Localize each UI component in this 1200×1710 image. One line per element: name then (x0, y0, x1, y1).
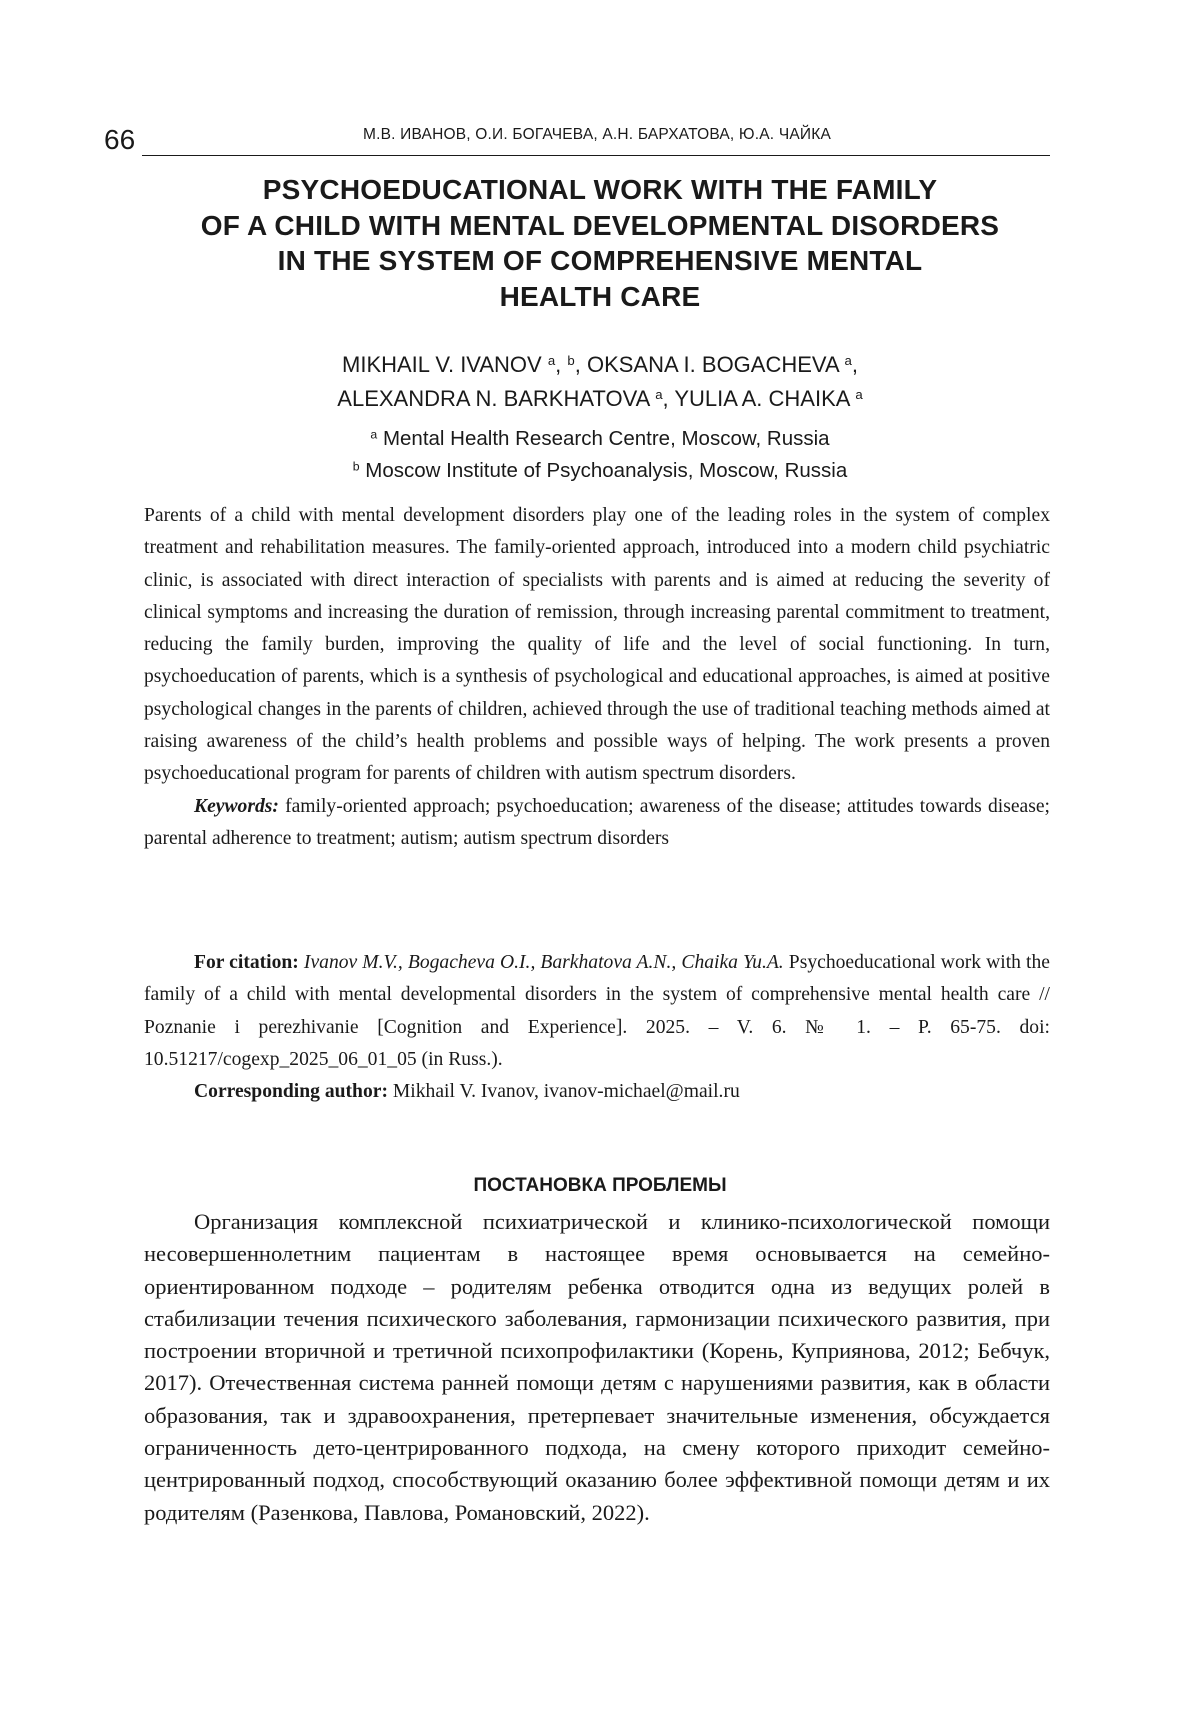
header-rule (142, 155, 1050, 156)
affiliation-text: Mental Health Research Centre, Moscow, Russia (377, 427, 830, 450)
citation-block (144, 947, 1050, 1108)
page-number: 66 (104, 124, 136, 155)
author-name: MIKHAIL V. IVANOV (342, 352, 548, 377)
affiliation-mark: a (547, 352, 556, 368)
abstract-text: Parents of a child with mental development disorders play one of the leading roles in the system of complex treatment and rehabilitation measures. The family-oriented approach, introduced into a modern child psychiatric clinic, is associated with direct interaction of specialists with parents and is aimed at reducing the severity of clinical symptoms and increasing the duration of remission, through increasing parental commitment to treatment, reducing the family burden, improving the quality of life and the level of social functioning. In turn, psychoeducation of parents, which is a synthesis of psychological and educational approaches, is aimed at positive psychological changes in the parents of children, achieved through the use of traditional teaching methods aimed at raising awareness of the child’s health problems and possible ways of helping. The work presents a proven psychoeducational program for parents of children with autism spectrum disorders. (144, 505, 1050, 785)
affiliation (104, 455, 1096, 487)
title-line: IN THE SYSTEM OF COMPREHENSIVE MENTAL (277, 245, 923, 276)
citation-label: For citation: (194, 952, 299, 973)
author-line (104, 348, 1096, 382)
corresponding-text: Mikhail V. Ivanov, ivanov-michael@mail.ru (387, 1081, 740, 1103)
author-line (104, 382, 1096, 416)
affiliation-mark: b (352, 459, 360, 474)
author-name: ALEXANDRA N. BARKHATOVA (337, 386, 656, 411)
author-name: , OKSANA I. BOGACHEVA (574, 352, 845, 377)
running-header (104, 112, 1050, 158)
corresponding-author (144, 1076, 1050, 1108)
title-line: HEALTH CARE (499, 280, 701, 312)
author-list (104, 348, 1096, 416)
header-authors: М.В. ИВАНОВ, О.И. БОГАЧЕВА, А.Н. БАРХАТОВА, Ю.А. ЧАЙКА (363, 126, 831, 143)
separator: , (555, 352, 568, 377)
citation-authors: Ivanov M.V., Bogacheva O.I., Barkhatova A.N., Chaika Yu.A. (298, 952, 784, 973)
keywords (144, 791, 1050, 856)
separator: , (851, 352, 858, 377)
article-title (104, 172, 1096, 314)
affiliation-list (104, 423, 1096, 487)
author-name: , YULIA A. CHAIKA (662, 386, 856, 411)
body-paragraph: Организация комплексной психиатрической и клинико-психологической помощи несовершеннолетним пациентам в настоящее время основывается на семейно-ориентированном подходе – родителям ребенка отводится одна из ведущих ролей в стабилизации течения психического заболевания, гармонизации психического развития, при построении вторичной и третичной психопрофилактики (Корень, Куприянова, 2012; Бебчук, 2017). Отечественная система ранней помощи детям с нарушениями развития, как в области образования, так и здравоохранения, претерпевает значительные изменения, обсуждается ограниченность дето-центрированного подхода, на смену которого приходит семейно-центрированный подход, способствующий оказанию более эффективной помощи детям и их родителям (Разенкова, Павлова, Романовский, 2022). (144, 1209, 1050, 1525)
citation (144, 947, 1050, 1076)
section-title: ПОСТАНОВКА ПРОБЛЕМЫ (473, 1175, 727, 1196)
affiliation-mark: b (567, 352, 575, 368)
affiliation-mark: a (370, 427, 378, 442)
keywords-label: Keywords: (194, 795, 279, 817)
citation-text: Psychoeducational work with the family of a child with mental developmental disorders in the system of comprehensive mental health care // Poznanie i perezhivanie [Cognition and Experience]. 2025. – V. 6. № 1. – P. 65-75. doi: 10.51217/cogexp_2025_06_01_05 (in Russ.). (144, 952, 1050, 1070)
abstract (144, 500, 1050, 855)
affiliation-mark: a (855, 386, 863, 402)
affiliation (104, 423, 1096, 455)
affiliation-text: Moscow Institute of Psychoanalysis, Moscow, Russia (359, 459, 848, 482)
affiliation-mark: a (655, 386, 663, 402)
corresponding-label: Corresponding author: (194, 1081, 388, 1103)
body-text (144, 1206, 1050, 1529)
title-line: OF A CHILD WITH MENTAL DEVELOPMENTAL DISORDERS (200, 209, 1000, 241)
keywords-text: family-oriented approach; psychoeducation; awareness of the disease; attitudes towards disease; parental adherence to treatment; autism; autism spectrum disorders (144, 795, 1050, 849)
title-line: PSYCHOEDUCATIONAL WORK WITH THE FAMILY (262, 174, 938, 205)
affiliation-mark: a (844, 352, 852, 368)
